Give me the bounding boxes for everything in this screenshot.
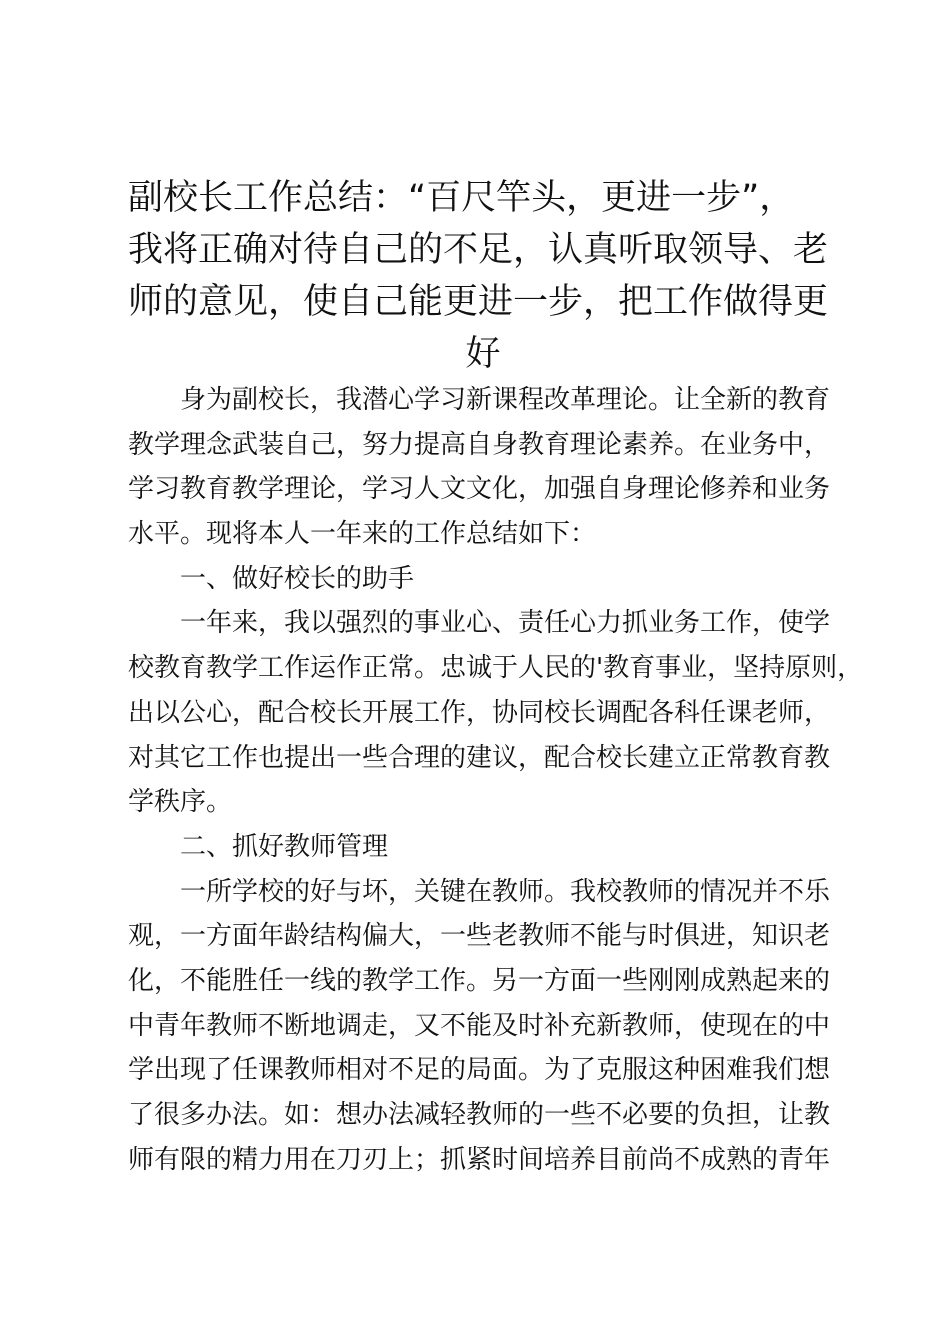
body-line: 了很多办法。如：想办法减轻教师的一些不必要的负担，让教: [128, 1100, 831, 1130]
body-line: 校教育教学工作运作正常。忠诚于人民的'教育事业，坚持原则，: [128, 653, 864, 684]
body-line: 水平。现将本人一年来的工作总结如下：: [128, 519, 597, 550]
body-line: 观，一方面年龄结构偏大，一些老教师不能与时俱进，知识老: [128, 921, 831, 952]
section-heading: 一、做好校长的助手: [180, 563, 415, 594]
body-line: 学秩序。: [128, 787, 233, 818]
body-line: 化，不能胜任一线的教学工作。另一方面一些刚刚成熟起来的: [128, 965, 831, 996]
document-title: [128, 172, 838, 380]
body-line: 一所学校的好与坏，关键在教师。我校教师的情况并不乐: [180, 876, 831, 907]
body-line: 师有限的精力用在刀刃上；抓紧时间培养目前尚不成熟的青年: [128, 1144, 831, 1175]
section-heading: 二、抓好教师管理: [180, 831, 389, 862]
body-line: 中青年教师不断地调走，又不能及时补充新教师，使现在的中: [128, 1010, 831, 1041]
body-line: 学出现了任课教师相对不足的局面。为了克服这种困难我们想: [128, 1055, 831, 1086]
title-line: 我将正确对待自己的不足，认真听取领导、老: [128, 230, 829, 270]
body-line: 教学理念武装自己，努力提高自身教育理论素养。在业务中，: [128, 429, 831, 460]
body-line: 对其它工作也提出一些合理的建议，配合校长建立正常教育教: [128, 742, 831, 773]
body-line: 身为副校长，我潜心学习新课程改革理论。让全新的教育: [180, 385, 831, 415]
title-line: 师的意见，使自己能更进一步，把工作做得更: [128, 282, 829, 322]
title-line: 副校长工作总结：“百尺竿头，更进一步”，: [128, 178, 795, 218]
title-line: 好: [465, 334, 501, 374]
document-body: [128, 378, 864, 1182]
body-line: 一年来，我以强烈的事业心、责任心力抓业务工作，使学: [180, 608, 831, 639]
body-line: 学习教育教学理论，学习人文文化，加强自身理论修养和业务: [128, 474, 831, 505]
body-line: 出以公心，配合校长开展工作，协同校长调配各科任课老师，: [128, 697, 831, 728]
